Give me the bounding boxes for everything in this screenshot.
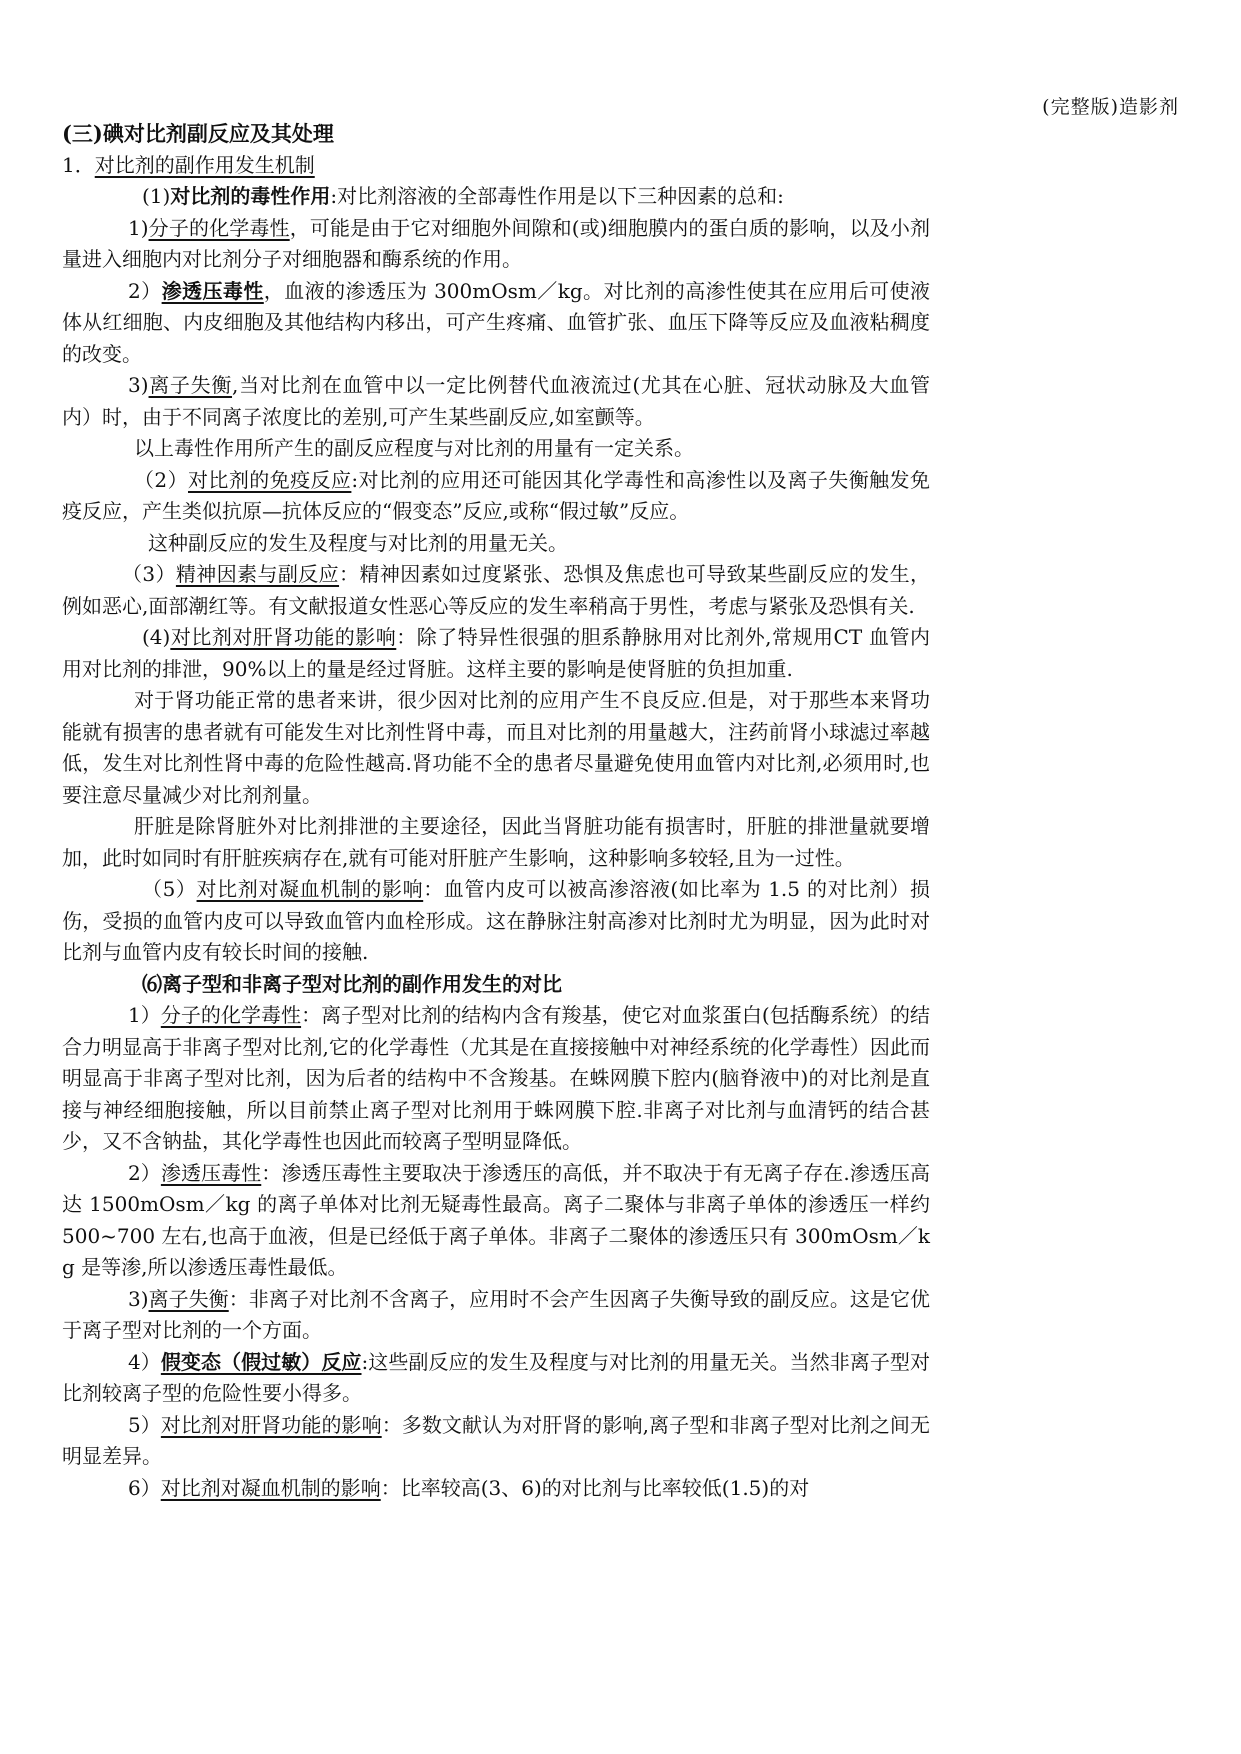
paragraph-ionic-osmotic-toxicity bbox=[62, 1158, 930, 1284]
paragraph-immune-reaction bbox=[62, 465, 930, 528]
item-number: 3) bbox=[128, 1286, 149, 1311]
subsection-number: 1． bbox=[62, 152, 95, 177]
item-number: （2） bbox=[134, 467, 188, 492]
subsection-title: 对比剂的副作用发生机制 bbox=[94, 152, 315, 177]
paragraph-text: ：非离子对比剂不含离子，应用时不会产生因离子失衡导致的副反应。这是它优于离子型对比剂的一个方面。 bbox=[62, 1286, 931, 1342]
paragraph-coagulation bbox=[62, 874, 930, 969]
paragraph-text: ，可能是由于它对细胞外间隙和(或)细胞膜内的蛋白质的影响，以及小剂量进入细胞内对比剂分子对细胞器和酶系统的作用。 bbox=[62, 215, 930, 271]
document-body bbox=[62, 118, 930, 1504]
paragraph-ionic-chemical-toxicity bbox=[62, 1000, 930, 1158]
paragraph-ionic-coagulation bbox=[62, 1473, 930, 1505]
item-number: （5） bbox=[142, 877, 197, 901]
item-number: 2） bbox=[128, 278, 162, 303]
paragraph-text: ：离子型对比剂的结构内含有羧基，使它对血浆蛋白(包括酶系统）的结合力明显高于非离子型对比剂,它的化学毒性（尤其是在直接接触中对神经系统的化学毒性）因此而明显高于非离子型对比剂，因为后者的结构中不含羧基。在蛛网膜下腔内(脑脊液中)的对比剂是直接与神经细胞接触，所以目前禁止离子型对比剂用于蛛网膜下腔.非离子对比剂与血清钙的结合甚少，又不含钠盐，其化学毒性也因此而较离子型明显降低。 bbox=[62, 1003, 931, 1153]
paragraph-text: ：比率较高(3、6)的对比剂与比率较低(1.5)的对 bbox=[380, 1475, 810, 1500]
item-number: 6） bbox=[128, 1475, 161, 1500]
item-number: 1) bbox=[128, 215, 149, 240]
paragraph-osmotic-toxicity bbox=[62, 276, 930, 371]
paragraph-ionic-imbalance bbox=[62, 1284, 930, 1347]
paragraph-mental-factors bbox=[62, 559, 930, 622]
term: 对比剂对凝血机制的影响 bbox=[196, 877, 424, 901]
item-number: (4) bbox=[142, 625, 171, 649]
term: 离子失衡 bbox=[148, 1286, 229, 1311]
item-number: 1） bbox=[128, 1003, 161, 1027]
paragraph-text: :对比剂溶液的全部毒性作用是以下三种因素的总和: bbox=[330, 184, 784, 208]
item-number: 5） bbox=[128, 1412, 161, 1437]
paragraph-liver-kidney bbox=[62, 622, 930, 685]
term: 离子失衡 bbox=[148, 373, 233, 397]
running-header: (完整版)造影剂 bbox=[1042, 96, 1179, 118]
item-number: (1) bbox=[142, 184, 171, 208]
paragraph-toxicity bbox=[62, 181, 930, 213]
paragraph-chemical-toxicity bbox=[62, 213, 930, 276]
paragraph-ionic-comparison-heading: ⑹离子型和非离子型对比剂的副作用发生的对比 bbox=[142, 971, 562, 996]
paragraph-ion-imbalance bbox=[62, 370, 930, 433]
term: 对比剂的免疫反应 bbox=[188, 467, 352, 492]
term: 对比剂对凝血机制的影响 bbox=[160, 1475, 381, 1500]
term: 分子的化学毒性 bbox=[160, 1003, 302, 1027]
section-title: (三)碘对比剂副反应及其处理 bbox=[62, 121, 334, 146]
paragraph-kidney-function: 对于肾功能正常的患者来讲，很少因对比剂的应用产生不良反应.但是，对于那些本来肾功能就有损害的患者就有可能发生对比剂性肾中毒，而且对比剂的用量越大，注药前肾小球滤过率越低，发生对比剂性肾中毒的危险性越高.肾功能不全的患者尽量避免使用血管内对比剂,必须用时,也要注意尽量减少对比剂剂量。 bbox=[62, 688, 930, 807]
item-number: 3) bbox=[128, 373, 149, 397]
term: 渗透压毒性 bbox=[161, 278, 264, 303]
paragraph-text: ：精神因素如过度紧张、恐惧及焦虑也可导致某些副反应的发生，例如恶心,面部潮红等。有文献报道女性恶心等反应的发生率稍高于男性，考虑与紧张及恐惧有关. bbox=[62, 562, 931, 618]
term: 精神因素与副反应 bbox=[175, 562, 340, 586]
item-number: 4） bbox=[128, 1349, 161, 1374]
paragraph-text: :对比剂的应用还可能因其化学毒性和高渗性以及离子失衡触发免疫反应，产生类似抗原—抗体反应的“假变态”反应,或称“假过敏”反应。 bbox=[62, 467, 930, 523]
paragraph-text: ：除了特异性很强的胆系静脉用对比剂外,常规用CT 血管内用对比剂的排泄，90%以上的量是经过肾脏。这样主要的影响是使肾脏的负担加重. bbox=[62, 625, 931, 681]
paragraph-liver-excretion: 肝脏是除肾脏外对比剂排泄的主要途径，因此当肾脏功能有损害时，肝脏的排泄量就要增加，此时如同时有肝脏疾病存在,就有可能对肝脏产生影响，这种影响多较轻,且为一过性。 bbox=[62, 814, 930, 870]
paragraph-text: ：多数文献认为对肝肾的影响,离子型和非离子型对比剂之间无明显差异。 bbox=[62, 1412, 931, 1468]
term: 对比剂的毒性作用 bbox=[170, 184, 331, 208]
term: 对比剂对肝肾功能的影响 bbox=[170, 625, 397, 649]
paragraph-text: ,当对比剂在血管中以一定比例替代血液流过(尤其在心脏、冠状动脉及大血管内）时，由于不同离子浓度比的差别,可产生某些副反应,如室颤等。 bbox=[62, 373, 930, 429]
paragraph-text: :这些副反应的发生及程度与对比剂的用量无关。当然非离子型对比剂较离子型的危险性要小得多。 bbox=[62, 1349, 930, 1405]
paragraph-ionic-liver-kidney bbox=[62, 1410, 930, 1473]
paragraph-dose-independent: 这种副反应的发生及程度与对比剂的用量无关。 bbox=[148, 530, 568, 555]
subsection-heading bbox=[62, 150, 930, 182]
item-number: （3） bbox=[122, 562, 176, 586]
term: 分子的化学毒性 bbox=[148, 215, 290, 240]
paragraph-dose-relation: 以上毒性作用所产生的副反应程度与对比剂的用量有一定关系。 bbox=[134, 436, 694, 460]
paragraph-text: ：渗透压毒性主要取决于渗透压的高低，并不取决于有无离子存在.渗透压高达 1500mOsm／kg 的离子单体对比剂无疑毒性最高。离子二聚体与非离子单体的渗透压一样约 500~700 左右,也高于血液，但是已经低于离子单体。非离子二聚体的渗透压只有 300mOsm／kg 是等渗,所以渗透压毒性最低。 bbox=[62, 1160, 931, 1279]
term: 假变态（假过敏）反应 bbox=[160, 1349, 362, 1374]
paragraph-text: ，血液的渗透压为 300mOsm／kg。对比剂的高渗性使其在应用后可使液体从红细胞、内皮细胞及其他结构内移出，可产生疼痛、血管扩张、血压下降等反应及血液粘稠度的改变。 bbox=[62, 278, 931, 366]
item-number: 2） bbox=[128, 1160, 161, 1185]
term: 对比剂对肝肾功能的影响 bbox=[160, 1412, 382, 1437]
term: 渗透压毒性 bbox=[160, 1160, 262, 1185]
paragraph-pseudo-allergy bbox=[62, 1347, 930, 1410]
paragraph-text: ：血管内皮可以被高渗溶液(如比率为 1.5 的对比剂）损伤，受损的血管内皮可以导致血管内血栓形成。这在静脉注射高渗对比剂时尤为明显，因为此时对比剂与血管内皮有较长时间的接触. bbox=[62, 877, 930, 964]
